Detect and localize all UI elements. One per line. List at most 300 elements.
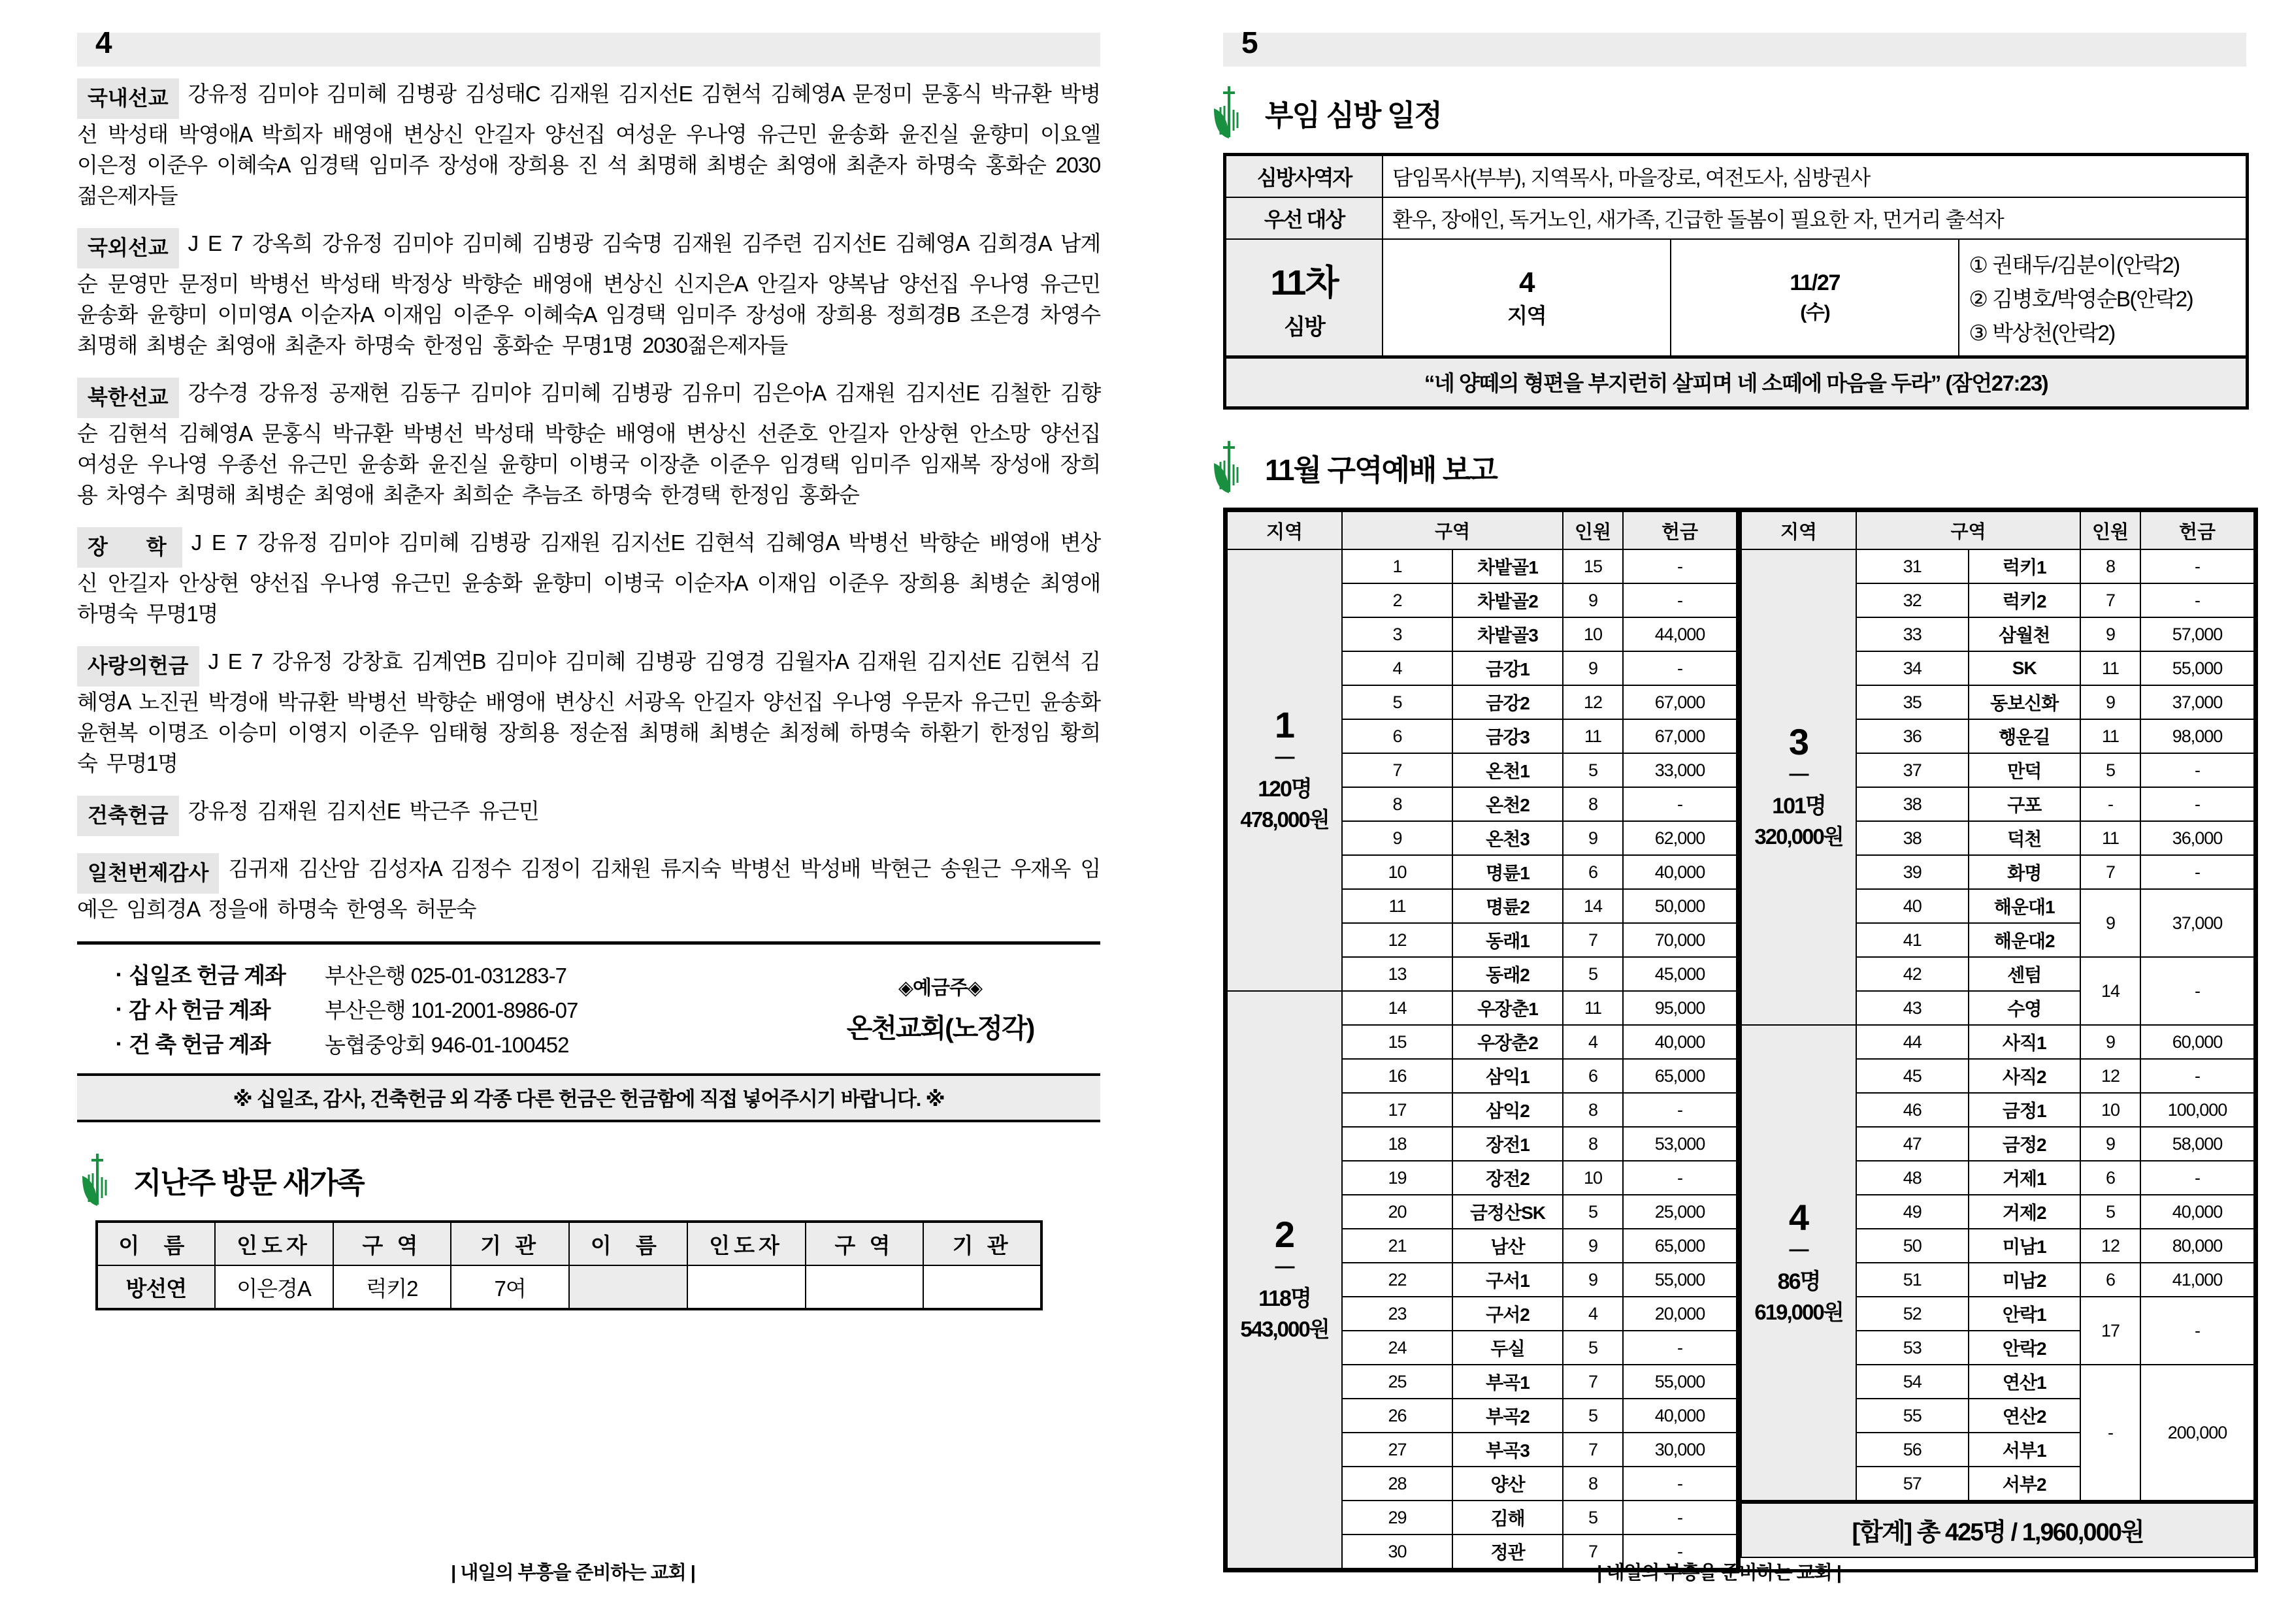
report-cell: 27 [1342, 1433, 1452, 1467]
account-row [116, 1027, 800, 1059]
report-cell: 44,000 [1623, 617, 1737, 651]
report-col-3: 헌금 [2140, 512, 2254, 549]
report-cell: 사직2 [1969, 1059, 2081, 1093]
report-cell: 8 [1563, 1127, 1623, 1161]
offering-names [77, 78, 1100, 211]
report-cell: 부곡3 [1452, 1433, 1563, 1467]
report-cell: 26 [1342, 1399, 1452, 1433]
report-table-left [1226, 511, 1737, 1569]
report-cell: 40,000 [1623, 1025, 1737, 1059]
report-cell: 24 [1342, 1331, 1452, 1365]
cell-leader: 이은경A [215, 1265, 333, 1309]
report-cell: 1 [1342, 549, 1452, 583]
report-cell: 5 [2080, 753, 2140, 787]
offering-category-tag: 건축헌금 [77, 796, 179, 836]
report-cell: 80,000 [2140, 1229, 2254, 1263]
report-cell: 57,000 [2140, 617, 2254, 651]
report-cell: 9 [1563, 1229, 1623, 1263]
report-cell: 동래1 [1452, 923, 1563, 957]
col-leader-2: 인도자 [687, 1222, 806, 1265]
report-cell: 금강2 [1452, 685, 1563, 719]
cell-organization-2 [923, 1265, 1041, 1309]
offering-category-tag: 일천번제감사 [77, 853, 219, 894]
report-cell: 98,000 [2140, 719, 2254, 753]
report-cell: 삼익1 [1452, 1059, 1563, 1093]
accounts-rows [77, 955, 800, 1062]
report-cell: 55,000 [2140, 651, 2254, 685]
offering-category-tag: 국내선교 [77, 78, 179, 119]
report-cell: 구포 [1969, 787, 2081, 821]
report-cell: 45 [1856, 1059, 1969, 1093]
offering-names [77, 378, 1100, 510]
report-cell: 남산 [1452, 1229, 1563, 1263]
report-col-2: 인원 [2080, 512, 2140, 549]
report-cell: 11 [2080, 821, 2140, 855]
ordinal-number: 11차 [1270, 263, 1338, 302]
report-cell: - [1623, 549, 1737, 583]
report-cell: 5 [1563, 1195, 1623, 1229]
report-cell: 9 [1563, 651, 1623, 685]
report-row [1741, 1025, 2254, 1059]
report-cell: 김해 [1452, 1501, 1563, 1535]
report-title: 11월 구역예배 보고 [1265, 453, 1497, 487]
offering-block [77, 78, 1100, 211]
report-cell: 67,000 [1623, 685, 1737, 719]
report-cell: - [2140, 583, 2254, 617]
report-col-0: 지역 [1227, 512, 1342, 549]
report-cell: 명륜2 [1452, 889, 1563, 923]
report-cell: 9 [2080, 1025, 2140, 1059]
report-row [1227, 991, 1737, 1025]
report-cell: 37 [1856, 753, 1969, 787]
report-cell: 구서1 [1452, 1263, 1563, 1297]
new-family-table [95, 1220, 1043, 1310]
report-cell: 53,000 [1623, 1127, 1737, 1161]
report-cell: 9 [2080, 617, 2140, 651]
report-cell: 9 [1563, 1263, 1623, 1297]
report-cell: 25 [1342, 1365, 1452, 1399]
report-cell: 10 [2080, 1093, 2140, 1127]
offering-block [77, 853, 1100, 924]
report-cell: 6 [1563, 1059, 1623, 1093]
report-cell: 17 [2080, 1297, 2140, 1365]
account-value: 부산은행 101-2001-8986-07 [325, 998, 578, 1022]
visitation-row-ministers [1225, 155, 2248, 198]
district-summary-cell [1227, 991, 1342, 1568]
report-cell: 8 [2080, 549, 2140, 583]
report-cell: 18 [1342, 1127, 1452, 1161]
report-cell: 14 [1563, 889, 1623, 923]
report-cell: 37,000 [2140, 889, 2254, 957]
table-row [97, 1265, 1041, 1309]
report-cell: 33 [1856, 617, 1969, 651]
report-cell: 56 [1856, 1433, 1969, 1467]
report-cell: 10 [1563, 617, 1623, 651]
zone-label: 지역 [1507, 303, 1547, 327]
footer-left: | 내일의 부흥을 준비하는 교회 | [451, 1563, 695, 1583]
report-cell: 구서2 [1452, 1297, 1563, 1331]
report-cell: 정관 [1452, 1535, 1563, 1568]
cell-district-2 [806, 1265, 924, 1309]
report-cell: 11 [1342, 889, 1452, 923]
schedule-entry: ① 권태두/김분이(안락2) [1969, 253, 2180, 277]
offering-block [77, 796, 1100, 836]
report-cell: 36,000 [2140, 821, 2254, 855]
report-header-row [1227, 512, 1737, 549]
offerings-list [77, 78, 1100, 924]
report-cell: 7 [1563, 1535, 1623, 1568]
report-cell: 온천1 [1452, 753, 1563, 787]
report-cell: 금정산SK [1452, 1195, 1563, 1229]
report-cell: 5 [2080, 1195, 2140, 1229]
report-cell: 17 [1342, 1093, 1452, 1127]
report-cell: 13 [1342, 957, 1452, 991]
report-cell: 11 [1563, 719, 1623, 753]
report-cell: 31 [1856, 549, 1969, 583]
report-cell: 우장춘2 [1452, 1025, 1563, 1059]
report-cell: 4 [1563, 1025, 1623, 1059]
report-cell: - [1623, 1535, 1737, 1568]
report-cell: 12 [2080, 1059, 2140, 1093]
report-cell: 37,000 [2140, 685, 2254, 719]
report-cell: 38 [1856, 787, 1969, 821]
report-cell: 48 [1856, 1161, 1969, 1195]
report-cell: 22 [1342, 1263, 1452, 1297]
report-cell: 20 [1342, 1195, 1452, 1229]
district-divider: — [1275, 1256, 1294, 1277]
report-cell: 20,000 [1623, 1297, 1737, 1331]
report-cell: 55 [1856, 1399, 1969, 1433]
bullet-icon: ▪ [116, 1037, 122, 1051]
report-cell: 부곡2 [1452, 1399, 1563, 1433]
church-logo-icon [1209, 440, 1249, 495]
visitation-table [1223, 153, 2249, 359]
report-cell: 연산1 [1969, 1365, 2081, 1399]
report-cell: 29 [1342, 1501, 1452, 1535]
report-cell: 65,000 [1623, 1059, 1737, 1093]
church-logo-icon [1209, 85, 1249, 140]
date-weekday: (수) [1800, 302, 1830, 323]
value-priority: 환우, 장애인, 독거노인, 새가족, 긴급한 돌봄이 필요한 자, 먼거리 출석자 [1383, 197, 2248, 239]
report-cell: 장전2 [1452, 1161, 1563, 1195]
col-district-2: 구 역 [806, 1222, 924, 1265]
report-cell: 8 [1563, 1467, 1623, 1501]
report-half-left [1226, 511, 1741, 1569]
report-cell: 62,000 [1623, 821, 1737, 855]
report-cell: 차밭골2 [1452, 583, 1563, 617]
report-cell: 7 [1563, 1365, 1623, 1399]
report-cell: 행운길 [1969, 719, 2081, 753]
page-number-left: 4 [95, 25, 112, 59]
report-cell: 5 [1342, 685, 1452, 719]
report-cell: 동보신화 [1969, 685, 2081, 719]
report-cell: 부곡1 [1452, 1365, 1563, 1399]
offering-names-text: 김귀재 김산암 김성자A 김정수 김정이 김채원 류지숙 박병선 박성배 박현근 송원근 우재옥 임예은 임희경A 정을애 하명숙 한영옥 허문숙 [77, 856, 1100, 921]
report-cell: 화명 [1969, 855, 2081, 889]
account-row [116, 992, 800, 1024]
report-cell: 6 [1342, 719, 1452, 753]
report-cell: 70,000 [1623, 923, 1737, 957]
report-cell: 58,000 [2140, 1127, 2254, 1161]
report-cell: 32 [1856, 583, 1969, 617]
report-col-1: 구역 [1856, 512, 2080, 549]
report-cell: 45,000 [1623, 957, 1737, 991]
report-cell: 양산 [1452, 1467, 1563, 1501]
district-people: 120명 [1258, 777, 1311, 802]
report-cell: 7 [1563, 1433, 1623, 1467]
offering-names [77, 796, 1100, 836]
report-cell: - [2140, 549, 2254, 583]
right-content [1209, 85, 2254, 1572]
report-cell: 8 [1342, 787, 1452, 821]
district-number: 3 [1788, 721, 1809, 762]
report-cell: 25,000 [1623, 1195, 1737, 1229]
page-header-left [77, 25, 1100, 67]
district-amount: 478,000원 [1240, 807, 1329, 832]
bullet-icon: ▪ [116, 967, 122, 982]
report-cell: 미남2 [1969, 1263, 2081, 1297]
report-cell: 9 [2080, 889, 2140, 957]
report-cell: 안락2 [1969, 1331, 2081, 1365]
report-cell: 12 [2080, 1229, 2140, 1263]
report-cell: 5 [1563, 1399, 1623, 1433]
report-cell: 55,000 [1623, 1365, 1737, 1399]
report-cell: 7 [2080, 855, 2140, 889]
report-cell: 7 [1563, 923, 1623, 957]
offering-names-text: J E 7 강옥희 강유정 김미야 김미혜 김병광 김숙명 김재원 김주련 김지선E 김혜영A 김희경A 남계순 문영만 문정미 박병선 박성태 박정상 박향순 배영애 변상신 신지은A 안길자 양복남 양선집 우나영 유근민 윤송화 윤향미 이미영A 이순자A 이재임 이준우 이혜숙A 임경택 임미주 장성애 장희용 정희경B 조은경 차영수 최명해 최병순 최영애 최춘자 하명숙 한정임 홍화순 무명1명 2030젊은제자들 [77, 231, 1100, 357]
report-cell: 10 [1563, 1161, 1623, 1195]
report-cell: 센텀 [1969, 957, 2081, 991]
report-cell: 6 [2080, 1263, 2140, 1297]
schedule-date [1671, 239, 1959, 357]
offering-block [77, 378, 1100, 510]
report-cell: 40,000 [2140, 1195, 2254, 1229]
report-cell: 9 [1342, 821, 1452, 855]
report-cell: 38 [1856, 821, 1969, 855]
district-amount: 619,000원 [1754, 1300, 1843, 1324]
account-label: 십일조 헌금 계좌 [129, 964, 286, 988]
depositor-name: 온천교회(노정각) [846, 1013, 1034, 1043]
report-row [1741, 549, 2254, 583]
report-cell: 6 [1563, 855, 1623, 889]
report-col-1: 구역 [1342, 512, 1563, 549]
report-cell: SK [1969, 651, 2081, 685]
new-family-title: 지난주 방문 새가족 [133, 1165, 364, 1199]
report-cell: 55,000 [1623, 1263, 1737, 1297]
report-heading [1209, 440, 2254, 495]
report-cell: - [2140, 787, 2254, 821]
report-cell: 7 [1342, 753, 1452, 787]
report-cell: 36 [1856, 719, 1969, 753]
report-total: [합계] 총 425명 / 1,960,000원 [1741, 1501, 2255, 1558]
report-cell: 금강3 [1452, 719, 1563, 753]
table-header-row [97, 1222, 1041, 1265]
cell-district: 럭키2 [333, 1265, 451, 1309]
report-cell: 서부2 [1969, 1467, 2081, 1501]
report-cell: 50 [1856, 1229, 1969, 1263]
report-cell: - [1623, 1331, 1737, 1365]
report-cell: 해운대2 [1969, 923, 2081, 957]
schedule-entry: ③ 박상천(안락2) [1969, 321, 2115, 345]
report-cell: 금강1 [1452, 651, 1563, 685]
report-cell: 5 [1563, 1501, 1623, 1535]
report-cell: 95,000 [1623, 991, 1737, 1025]
report-row [1227, 549, 1737, 583]
report-cell: 우장춘1 [1452, 991, 1563, 1025]
report-cell: 46 [1856, 1093, 1969, 1127]
report-cell: - [1623, 1161, 1737, 1195]
schedule-ordinal [1225, 239, 1383, 357]
ordinal-label: 심방 [1284, 314, 1324, 340]
report-col-3: 헌금 [1623, 512, 1737, 549]
report-cell: - [1623, 651, 1737, 685]
report-cell: 명륜1 [1452, 855, 1563, 889]
offering-block [77, 228, 1100, 361]
report-table-right [1741, 511, 2255, 1501]
cell-organization: 7여 [451, 1265, 569, 1309]
report-cell: 덕천 [1969, 821, 2081, 855]
report-cell: - [1623, 1467, 1737, 1501]
report-cell: - [2140, 1161, 2254, 1195]
district-number: 4 [1788, 1197, 1809, 1238]
offering-names [77, 853, 1100, 924]
report-cell: 57 [1856, 1467, 1969, 1501]
report-cell: 14 [1342, 991, 1452, 1025]
account-value: 부산은행 025-01-031283-7 [325, 964, 566, 988]
report-cell: 3 [1342, 617, 1452, 651]
report-cell: - [2140, 1297, 2254, 1365]
district-amount: 320,000원 [1754, 824, 1843, 849]
report-cell: - [2140, 855, 2254, 889]
report-cell: 15 [1563, 549, 1623, 583]
report-cell: 수영 [1969, 991, 2081, 1025]
report-cell: 23 [1342, 1297, 1452, 1331]
report-cell: 28 [1342, 1467, 1452, 1501]
district-divider: — [1789, 763, 1809, 785]
report-cell: 50,000 [1623, 889, 1737, 923]
report-cell: 6 [2080, 1161, 2140, 1195]
report-cell: 44 [1856, 1025, 1969, 1059]
report-cell: 거제1 [1969, 1161, 2081, 1195]
district-number: 1 [1274, 704, 1295, 745]
report-cell: 53 [1856, 1331, 1969, 1365]
report-cell: 10 [1342, 855, 1452, 889]
district-number: 2 [1274, 1214, 1295, 1255]
report-cell: 30 [1342, 1535, 1452, 1568]
report-cell: 40,000 [1623, 1399, 1737, 1433]
report-cell: 9 [2080, 1127, 2140, 1161]
report-cell: - [2080, 1365, 2140, 1501]
schedule-entries [1959, 239, 2247, 357]
offering-names-text: 강유정 김재원 김지선E 박근주 유근민 [188, 799, 539, 823]
report-cell: 해운대1 [1969, 889, 2081, 923]
report-cell: 40,000 [1623, 855, 1737, 889]
schedule-entry: ② 김병호/박영순B(안락2) [1969, 287, 2193, 311]
offerings-section [77, 78, 1100, 1310]
district-summary-cell [1227, 549, 1342, 991]
depositor-block [800, 971, 1100, 1045]
offering-names [77, 228, 1100, 361]
report-cell: - [1623, 1501, 1737, 1535]
account-label: 건 축 헌금 계좌 [129, 1033, 270, 1058]
report-cell: - [2140, 753, 2254, 787]
report-cell: 8 [1563, 1093, 1623, 1127]
district-summary-cell [1741, 1025, 1856, 1501]
report-cell: 사직1 [1969, 1025, 2081, 1059]
date-value: 11/27 [1790, 270, 1841, 295]
report-cell: 4 [1342, 651, 1452, 685]
offering-block [77, 527, 1100, 629]
report-cell: 두실 [1452, 1331, 1563, 1365]
report-cell: 34 [1856, 651, 1969, 685]
visitation-title: 부임 심방 일정 [1265, 98, 1441, 132]
offering-block [77, 646, 1100, 779]
report-col-0: 지역 [1741, 512, 1856, 549]
report-cell: 장전1 [1452, 1127, 1563, 1161]
report-cell: 5 [1563, 753, 1623, 787]
report-cell: 안락1 [1969, 1297, 2081, 1331]
report-cell: - [2080, 787, 2140, 821]
report-cell: 65,000 [1623, 1229, 1737, 1263]
report-cell: 19 [1342, 1161, 1452, 1195]
report-cell: 7 [2080, 583, 2140, 617]
report-header-row [1741, 512, 2254, 549]
report-cell: 15 [1342, 1025, 1452, 1059]
report-cell: 47 [1856, 1127, 1969, 1161]
label-priority: 우선 대상 [1225, 197, 1383, 239]
schedule-zone [1383, 239, 1671, 357]
report-cell: 거제2 [1969, 1195, 2081, 1229]
bullet-icon: ▪ [116, 1002, 122, 1016]
district-divider: — [1789, 1239, 1809, 1260]
report-cell: 5 [1563, 1331, 1623, 1365]
report-cell: - [2140, 957, 2254, 1025]
offering-names [77, 646, 1100, 779]
cell-leader-2 [687, 1265, 806, 1309]
offering-notice: ※ 십일조, 감사, 건축헌금 외 각종 다른 헌금은 헌금함에 직접 넣어주시기 바랍니다. ※ [77, 1073, 1100, 1122]
depositor-label: ◈예금주◈ [898, 977, 983, 999]
report-cell: 미남1 [1969, 1229, 2081, 1263]
report-cell: 200,000 [2140, 1365, 2254, 1501]
offering-category-tag: 국외선교 [77, 228, 179, 268]
zone-number: 4 [1518, 266, 1535, 299]
account-value: 농협중앙회 946-01-100452 [325, 1033, 569, 1057]
accounts-section [77, 945, 1100, 1065]
report-cell: 9 [1563, 583, 1623, 617]
account-label: 감 사 헌금 계좌 [129, 998, 270, 1023]
report-cell: 52 [1856, 1297, 1969, 1331]
report-cell: 42 [1856, 957, 1969, 991]
report-cell: 금정2 [1969, 1127, 2081, 1161]
report-cell: 온천3 [1452, 821, 1563, 855]
report-cell: - [1623, 1093, 1737, 1127]
report-cell: 43 [1856, 991, 1969, 1025]
report-cell: 49 [1856, 1195, 1969, 1229]
report-cell: 11 [1563, 991, 1623, 1025]
footer-right: | 내일의 부흥을 준비하는 교회 | [1597, 1563, 1841, 1583]
report-cell: 9 [2080, 685, 2140, 719]
district-summary-cell [1741, 549, 1856, 1025]
page-header-right [1223, 25, 2246, 67]
label-ministers: 심방사역자 [1225, 155, 1383, 198]
report-cell: 54 [1856, 1365, 1969, 1399]
report-cell: 차밭골3 [1452, 617, 1563, 651]
report-cell: 온천2 [1452, 787, 1563, 821]
report-cell: 8 [1563, 787, 1623, 821]
church-logo-icon [77, 1152, 118, 1207]
offering-names-text: J E 7 강유정 김미야 김미혜 김병광 김재원 김지선E 김현석 김혜영A 박병선 박향순 배영애 변상신 안길자 안상현 양선집 우나영 유근민 윤송화 윤향미 이병국 이순자A 이재임 이준우 장희용 최병순 최영애 하명숙 무명1명 [77, 530, 1100, 626]
visitation-row-priority [1225, 197, 2248, 239]
